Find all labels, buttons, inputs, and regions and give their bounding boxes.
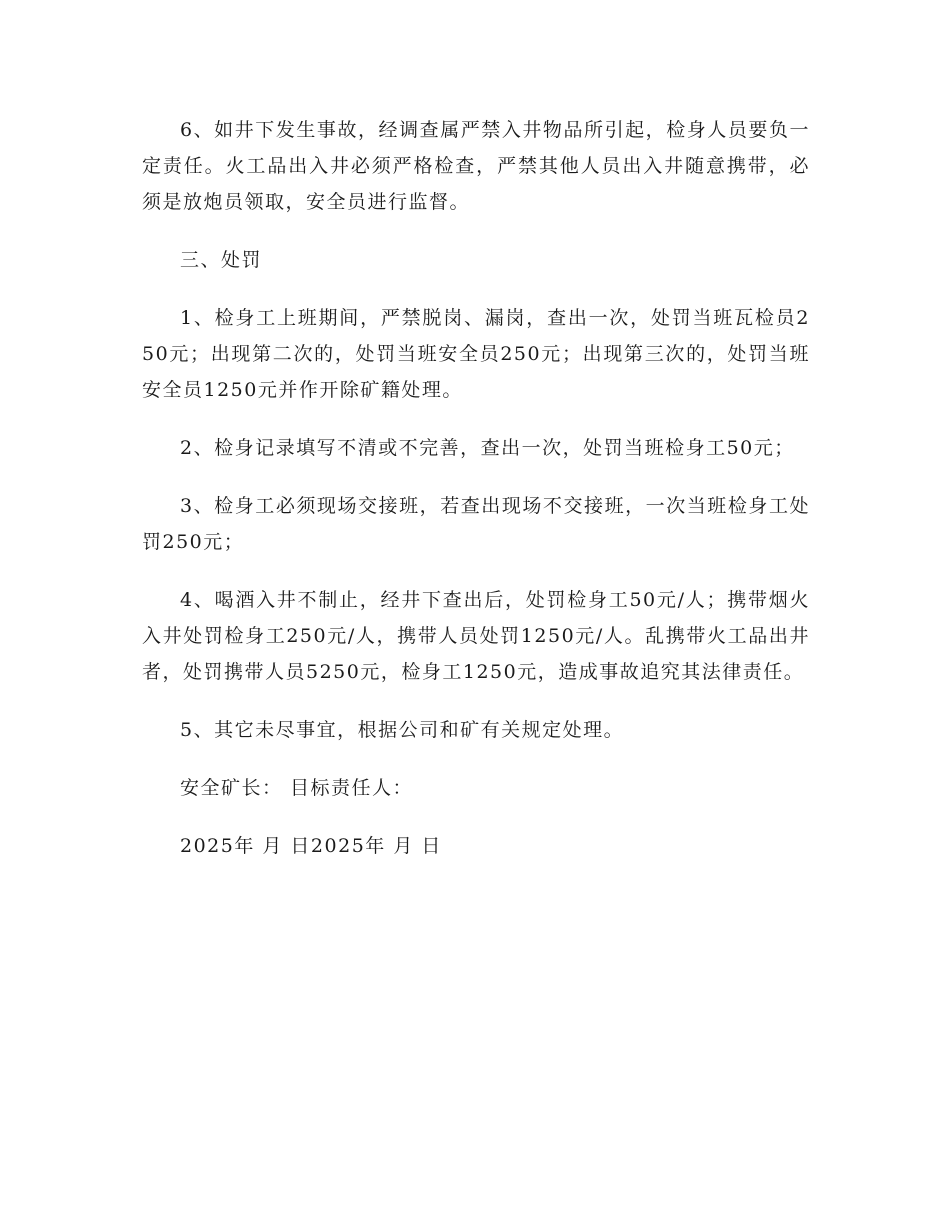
signature-line: 安全矿长： 目标责任人： — [180, 777, 414, 799]
paragraph-item-6: 6、如井下发生事故，经调查属严禁入井物品所引起，检身人员要负一定责任。火工品出入井必须严格检查，严禁其他人员出入井随意携带，必须是放炮员领取，安全员进行监督。 — [142, 119, 810, 213]
date-line: 2025年 月 日2025年 月 日 — [180, 835, 442, 857]
paragraph-penalty-4: 4、喝酒入井不制止，经井下查出后，处罚检身工50元/人；携带烟火入井处罚检身工250元/人，携带人员处罚1250元/人。乱携带火工品出井者，处罚携带人员5250元，检身工1250元，造成事故追究其法律责任。 — [142, 589, 810, 683]
paragraph-penalty-2: 2、检身记录填写不清或不完善，查出一次，处罚当班检身工50元； — [180, 437, 795, 459]
document-page — [142, 112, 810, 886]
paragraph-penalty-1: 1、检身工上班期间，严禁脱岗、漏岗，查出一次，处罚当班瓦检员250元；出现第二次的，处罚当班安全员250元；出现第三次的，处罚当班安全员1250元并作开除矿籍处理。 — [142, 307, 810, 401]
paragraph-penalty-3: 3、检身工必须现场交接班，若查出现场不交接班，一次当班检身工处罚250元； — [142, 495, 810, 553]
paragraph-penalty-5: 5、其它未尽事宜，根据公司和矿有关规定处理。 — [180, 719, 625, 741]
section-heading-penalties: 三、处罚 — [180, 249, 263, 271]
